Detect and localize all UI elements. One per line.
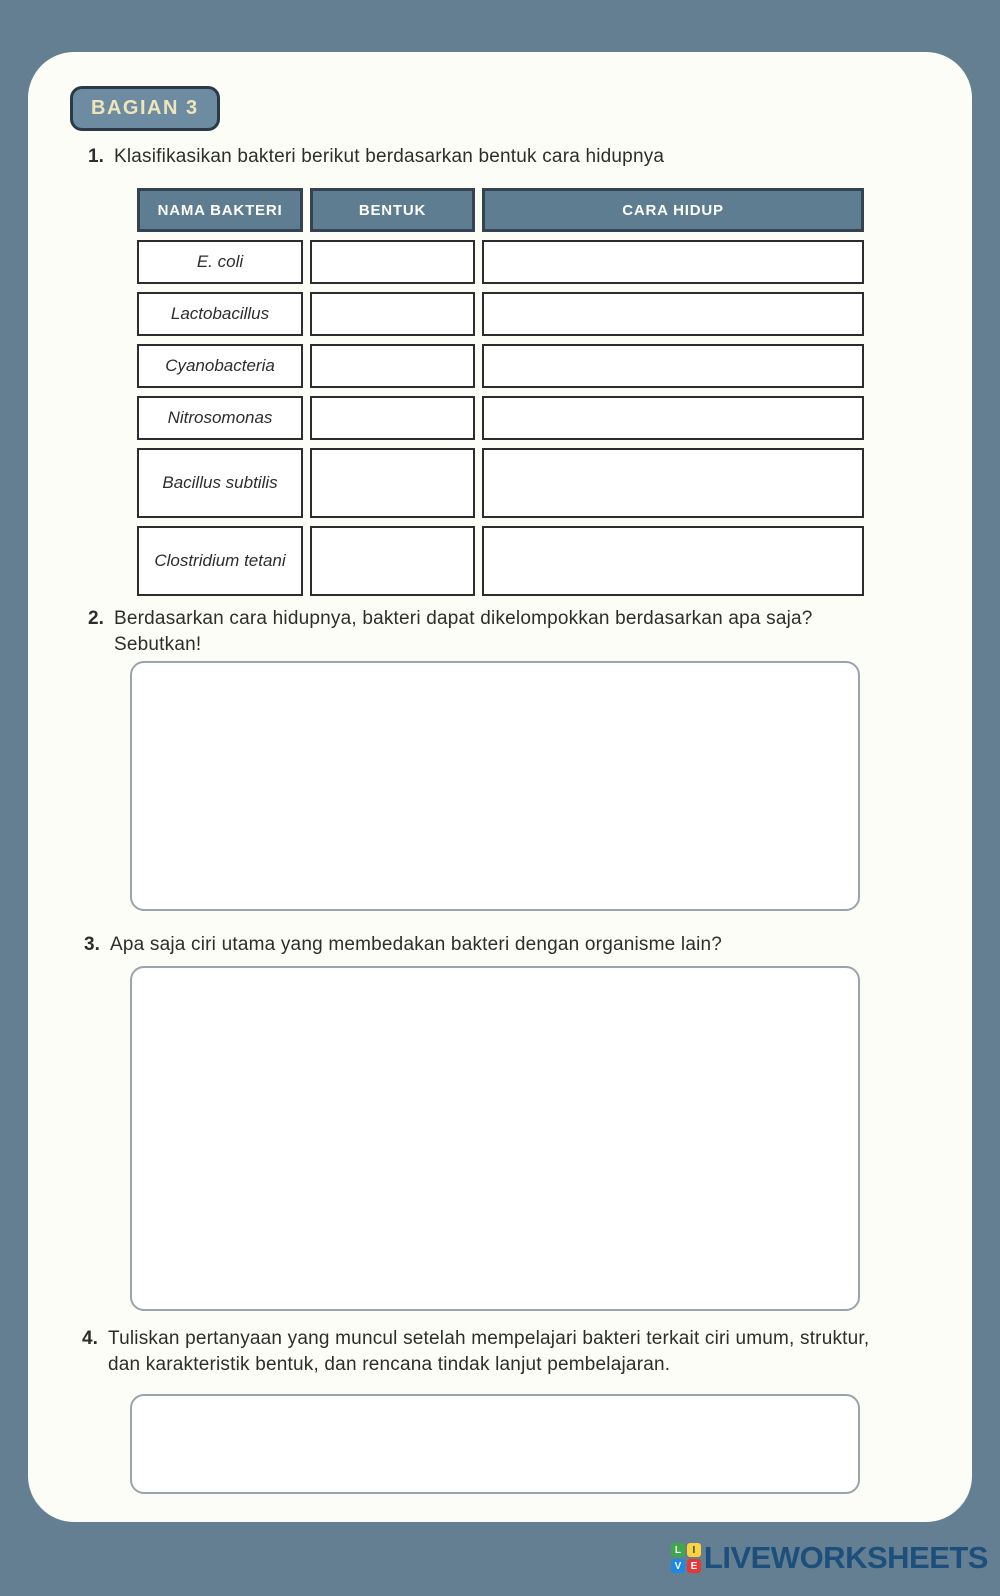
cara-hidup-input-cell[interactable]	[482, 448, 864, 518]
question-3	[84, 932, 874, 958]
bentuk-input-cell[interactable]	[310, 292, 475, 336]
column-header-nama-bakteri: NAMA BAKTERI	[137, 188, 303, 232]
table-row	[137, 526, 872, 596]
bacteria-name-cell: E. coli	[137, 240, 303, 284]
bacteria-name-cell: Cyanobacteria	[137, 344, 303, 388]
bentuk-input-cell[interactable]	[310, 240, 475, 284]
question-2-number: 2.	[88, 608, 104, 629]
bentuk-input-cell[interactable]	[310, 526, 475, 596]
cara-hidup-input-cell[interactable]	[482, 526, 864, 596]
bentuk-input-cell[interactable]	[310, 448, 475, 518]
liveworksheets-logo[interactable]	[671, 1540, 988, 1576]
table-row	[137, 240, 872, 284]
question-1-text: Klasifikasikan bakteri berikut berdasarkan bentuk cara hidupnya	[114, 146, 665, 167]
question-1	[88, 144, 888, 170]
logo-tile-i: I	[687, 1543, 701, 1557]
cara-hidup-input-cell[interactable]	[482, 292, 864, 336]
cara-hidup-input-cell[interactable]	[482, 396, 864, 440]
question-2	[88, 606, 878, 658]
cara-hidup-input-cell[interactable]	[482, 240, 864, 284]
question-3-text: Apa saja ciri utama yang membedakan bakteri dengan organisme lain?	[110, 934, 723, 955]
table-row	[137, 292, 872, 336]
section-badge: BAGIAN 3	[70, 86, 220, 131]
column-header-cara-hidup: CARA HIDUP	[482, 188, 864, 232]
bacteria-name-cell: Clostridium tetani	[137, 526, 303, 596]
table-row	[137, 448, 872, 518]
answer-box-q4[interactable]	[130, 1394, 860, 1494]
answer-box-q3[interactable]	[130, 966, 860, 1311]
answer-box-q2[interactable]	[130, 661, 860, 911]
question-4	[82, 1326, 882, 1378]
bacteria-name-cell: Lactobacillus	[137, 292, 303, 336]
bacteria-table-body	[137, 240, 872, 596]
logo-tile-e: E	[687, 1559, 701, 1573]
logo-tile-l: L	[671, 1543, 685, 1557]
bentuk-input-cell[interactable]	[310, 344, 475, 388]
question-2-text: Berdasarkan cara hidupnya, bakteri dapat dikelompokkan berdasarkan apa saja? Sebutkan!	[114, 608, 813, 655]
table-row	[137, 396, 872, 440]
cara-hidup-input-cell[interactable]	[482, 344, 864, 388]
column-header-bentuk: BENTUK	[310, 188, 475, 232]
question-4-number: 4.	[82, 1328, 98, 1349]
question-4-text: Tuliskan pertanyaan yang muncul setelah mempelajari bakteri terkait ciri umum, struktur, dan karakteristik bentuk, dan rencana tindak lanjut pembelajaran.	[108, 1328, 870, 1375]
liveworksheets-icon	[671, 1543, 701, 1573]
worksheet-card	[28, 52, 972, 1522]
liveworksheets-logo-text: LIVEWORKSHEETS	[703, 1540, 988, 1575]
bacteria-name-cell: Nitrosomonas	[137, 396, 303, 440]
bacteria-name-cell: Bacillus subtilis	[137, 448, 303, 518]
question-1-number: 1.	[88, 146, 104, 167]
logo-tile-v: V	[671, 1559, 685, 1573]
bentuk-input-cell[interactable]	[310, 396, 475, 440]
bacteria-table	[137, 188, 872, 604]
question-3-number: 3.	[84, 934, 100, 955]
table-header-row	[137, 188, 872, 232]
table-row	[137, 344, 872, 388]
